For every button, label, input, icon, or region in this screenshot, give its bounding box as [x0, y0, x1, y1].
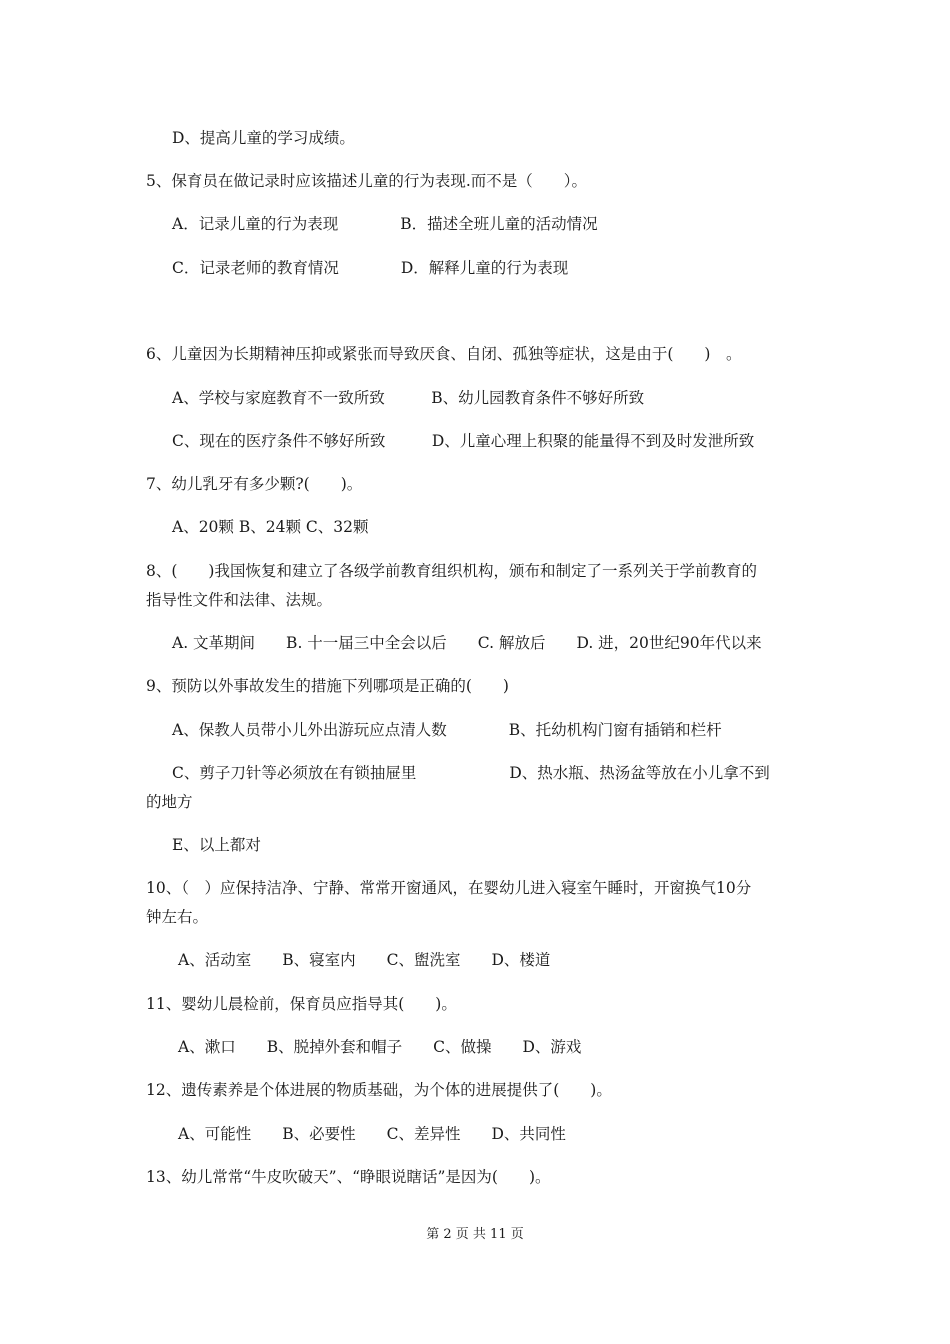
question-10-cont: 钟左右。 [146, 908, 209, 926]
q4-option-d: D、提高儿童的学习成绩。 [172, 129, 355, 147]
question-8: 8、( )我国恢复和建立了各级学前教育组织机构，颁布和制定了一系列关于学前教育的 [146, 562, 757, 580]
q9-options-ab: A、保教人员带小儿外出游玩应点清人数 B、托幼机构门窗有插销和栏杆 [172, 721, 722, 739]
q9-options-cd: C、剪子刀针等必须放在有锁抽屉里 D、热水瓶、热汤盆等放在小儿拿不到 [172, 764, 770, 782]
question-13: 13、幼儿常常“牛皮吹破天”、“睁眼说瞎话”是因为( )。 [146, 1168, 551, 1186]
question-11: 11、婴幼儿晨检前，保育员应指导其( )。 [146, 995, 457, 1013]
question-12: 12、遗传素养是个体进展的物质基础，为个体的进展提供了( )。 [146, 1081, 612, 1099]
page-number-footer: 第 2 页 共 11 页 [426, 1227, 524, 1242]
q6-options-ab: A、学校与家庭教育不一致所致 B、幼儿园教育条件不够好所致 [172, 389, 645, 407]
question-6: 6、儿童因为长期精神压抑或紧张而导致厌食、自闭、孤独等症状，这是由于( ) 。 [146, 345, 742, 363]
question-5: 5、保育员在做记录时应该描述儿童的行为表现.而不是（ ）。 [146, 172, 588, 190]
q5-options-ab: A．记录儿童的行为表现 B．描述全班儿童的活动情况 [172, 215, 598, 233]
q9-option-d-cont: 的地方 [146, 793, 193, 811]
question-9: 9、预防以外事故发生的措施下列哪项是正确的( ) [146, 677, 509, 695]
q7-options: A、20颗 B、24颗 C、32颗 [172, 518, 369, 536]
question-10: 10、（ ）应保持洁净、宁静、常常开窗通风，在婴幼儿进入寝室午睡时，开窗换气10分 [146, 879, 752, 897]
q11-options: A、漱口 B、脱掉外套和帽子 C、做操 D、游戏 [178, 1038, 582, 1056]
q12-options: A、可能性 B、必要性 C、差异性 D、共同性 [178, 1125, 566, 1143]
question-8-cont: 指导性文件和法律、法规。 [146, 591, 333, 609]
q6-options-cd: C、现在的医疗条件不够好所致 D、儿童心理上积聚的能量得不到及时发泄所致 [172, 432, 755, 450]
q8-options: A. 文革期间 B. 十一届三中全会以后 C. 解放后 D. 进，20世纪90年代以来 [172, 634, 762, 652]
q10-options: A、活动室 B、寝室内 C、盥洗室 D、楼道 [178, 951, 551, 969]
q9-option-e: E、以上都对 [172, 836, 261, 854]
question-7: 7、幼儿乳牙有多少颗?( )。 [146, 475, 363, 493]
q5-options-cd: C．记录老师的教育情况 D．解释儿童的行为表现 [172, 259, 569, 277]
